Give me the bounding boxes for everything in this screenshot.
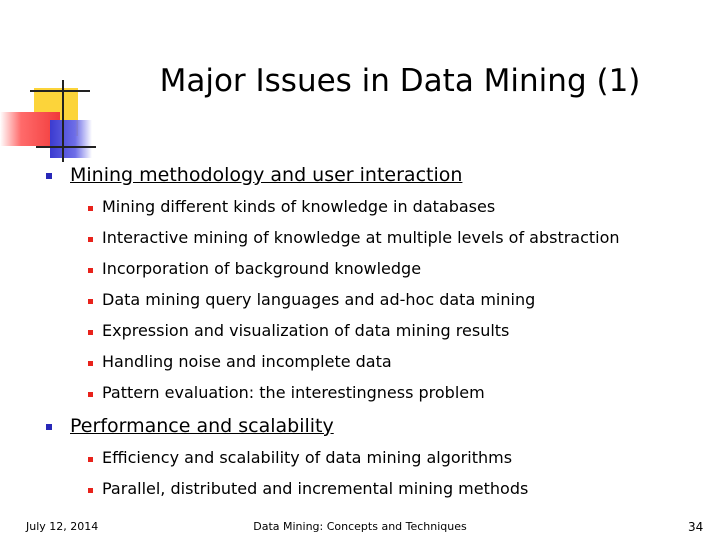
square-bullet-icon [88, 330, 93, 335]
list-item [46, 191, 706, 222]
square-bullet-icon [88, 268, 93, 273]
slide-content [46, 160, 706, 507]
list-item [46, 346, 706, 377]
section-heading [46, 160, 706, 190]
list-item-text: Incorporation of background knowledge [102, 259, 422, 278]
section-heading-text: Mining methodology and user interaction [70, 164, 463, 186]
square-bullet-icon [46, 424, 52, 430]
list-item-text: Interactive mining of knowledge at multiple levels of abstraction [102, 228, 620, 247]
logo-horizontal-line-bottom [36, 146, 96, 148]
square-bullet-icon [88, 299, 93, 304]
section-heading-text: Performance and scalability [70, 415, 334, 437]
section-heading [46, 411, 706, 441]
square-bullet-icon [88, 361, 93, 366]
footer-date: July 12, 2014 [26, 520, 99, 533]
list-item-text: Pattern evaluation: the interestingness problem [102, 383, 485, 402]
footer-title: Data Mining: Concepts and Techniques [253, 520, 467, 533]
logo-blue-square [50, 120, 92, 158]
logo-vertical-line [62, 80, 64, 162]
square-bullet-icon [88, 392, 93, 397]
list-item-text: Efficiency and scalability of data mining algorithms [102, 448, 513, 467]
list-item-text: Expression and visualization of data mining results [102, 321, 510, 340]
logo-horizontal-line-top [30, 90, 90, 92]
list-item-text: Mining different kinds of knowledge in databases [102, 197, 496, 216]
square-bullet-icon [88, 206, 93, 211]
list-item-text: Parallel, distributed and incremental mining methods [102, 479, 529, 498]
square-bullet-icon [46, 173, 52, 179]
page-number: 34 [688, 520, 704, 534]
list-item [46, 473, 706, 504]
slide-title: Major Issues in Data Mining (1) [159, 63, 641, 99]
list-item [46, 377, 706, 408]
list-item [46, 284, 706, 315]
square-bullet-icon [88, 237, 93, 242]
square-bullet-icon [88, 488, 93, 493]
list-item [46, 442, 706, 473]
list-item [46, 315, 706, 346]
sub-list [46, 442, 706, 504]
list-item [46, 222, 706, 253]
list-item-text: Data mining query languages and ad-hoc data mining [102, 290, 536, 309]
decorative-logo-icon [0, 60, 110, 170]
square-bullet-icon [88, 457, 93, 462]
list-item [46, 253, 706, 284]
sub-list [46, 191, 706, 408]
list-item-text: Handling noise and incomplete data [102, 352, 392, 371]
